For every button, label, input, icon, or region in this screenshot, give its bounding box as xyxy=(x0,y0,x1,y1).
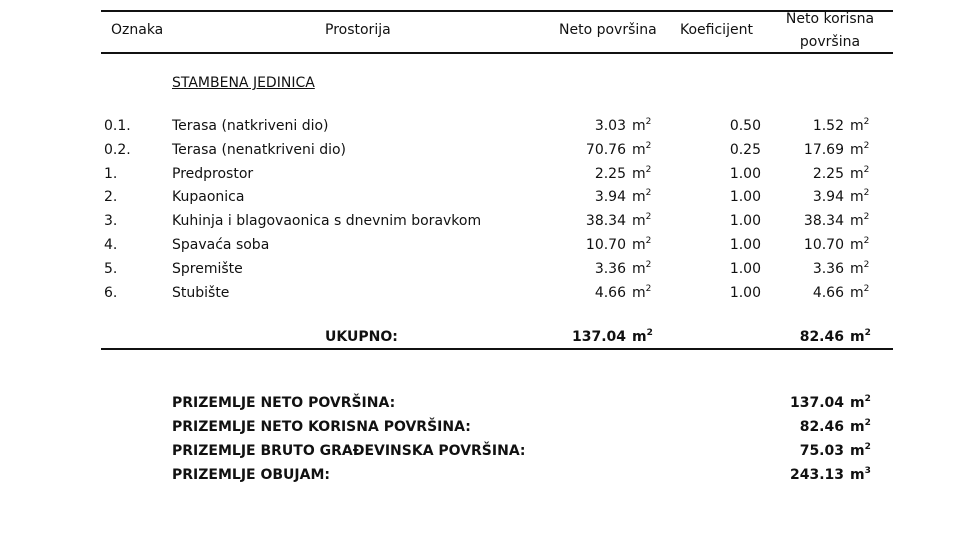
total-bottom-rule xyxy=(101,348,893,350)
row-korisna-value: 3.36 xyxy=(812,261,844,277)
row-oznaka: 0.1. xyxy=(104,118,131,134)
summary-value: 75.03 xyxy=(799,443,844,459)
row-koef-value: 0.25 xyxy=(729,142,761,158)
header-bottom-rule xyxy=(101,52,893,54)
row-prostorija: Kuhinja i blagovaonica s dnevnim boravkom xyxy=(172,213,482,229)
row-korisna-unit: $m^2$ xyxy=(850,260,870,277)
row-koef-value: 1.00 xyxy=(729,285,761,301)
row-neto-value: 70.76 xyxy=(585,142,626,158)
row-neto-unit: $m^2$ xyxy=(632,284,652,301)
row-korisna-unit: $m^2$ xyxy=(850,284,870,301)
summary-unit: $m^2$ xyxy=(850,394,871,411)
header-korisna-line1: Neto korisna xyxy=(785,11,875,27)
row-korisna-unit: $m^2$ xyxy=(850,188,870,205)
row-korisna-unit: $m^2$ xyxy=(850,165,870,182)
row-neto-unit: $m^2$ xyxy=(632,236,652,253)
row-koef-value: 1.00 xyxy=(729,189,761,205)
summary-unit: $m^3$ xyxy=(850,466,871,483)
row-korisna-value: 2.25 xyxy=(812,166,844,182)
row-neto-unit: $m^2$ xyxy=(632,188,652,205)
row-oznaka: 1. xyxy=(104,166,118,182)
row-koef-value: 0.50 xyxy=(729,118,761,134)
row-neto-unit: $m^2$ xyxy=(632,260,652,277)
summary-label: PRIZEMLJE NETO KORISNA POVRŠINA: xyxy=(172,419,471,435)
header-korisna-line2: površina xyxy=(799,34,861,50)
total-korisna-unit: $m^2$ xyxy=(850,328,871,345)
row-korisna-value: 38.34 xyxy=(803,213,844,229)
row-oznaka: 0.2. xyxy=(104,142,131,158)
row-oznaka: 2. xyxy=(104,189,118,205)
row-korisna-unit: $m^2$ xyxy=(850,212,870,229)
row-korisna-unit: $m^2$ xyxy=(850,117,870,134)
header-koeficijent: Koeficijent xyxy=(680,22,753,38)
row-neto-unit: $m^2$ xyxy=(632,141,652,158)
total-korisna-value: 82.46 xyxy=(799,329,844,345)
row-prostorija: Predprostor xyxy=(172,166,254,182)
row-neto-value: 3.36 xyxy=(594,261,626,277)
total-neto-unit: $m^2$ xyxy=(632,328,653,345)
row-oznaka: 3. xyxy=(104,213,118,229)
row-korisna-value: 1.52 xyxy=(812,118,844,134)
row-koef-value: 1.00 xyxy=(729,237,761,253)
summary-unit: $m^2$ xyxy=(850,442,871,459)
row-korisna-value: 4.66 xyxy=(812,285,844,301)
row-koef-value: 1.00 xyxy=(729,166,761,182)
summary-value: 243.13 xyxy=(789,467,844,483)
row-oznaka: 5. xyxy=(104,261,118,277)
row-prostorija: Spremište xyxy=(172,261,243,277)
row-korisna-value: 3.94 xyxy=(812,189,844,205)
section-title: STAMBENA JEDINICA xyxy=(172,75,315,91)
row-korisna-unit: $m^2$ xyxy=(850,236,870,253)
row-koef-value: 1.00 xyxy=(729,213,761,229)
summary-label: PRIZEMLJE OBUJAM: xyxy=(172,467,330,483)
row-neto-unit: $m^2$ xyxy=(632,212,652,229)
summary-label: PRIZEMLJE NETO POVRŠINA: xyxy=(172,395,396,411)
summary-value: 137.04 xyxy=(789,395,844,411)
summary-unit: $m^2$ xyxy=(850,418,871,435)
header-oznaka: Oznaka xyxy=(111,22,164,38)
row-neto-value: 2.25 xyxy=(594,166,626,182)
row-prostorija: Stubište xyxy=(172,285,230,301)
row-oznaka: 4. xyxy=(104,237,118,253)
row-prostorija: Kupaonica xyxy=(172,189,245,205)
row-neto-value: 4.66 xyxy=(594,285,626,301)
total-label: UKUPNO: xyxy=(325,329,398,345)
row-korisna-unit: $m^2$ xyxy=(850,141,870,158)
row-neto-unit: $m^2$ xyxy=(632,117,652,134)
row-oznaka: 6. xyxy=(104,285,118,301)
total-neto-value: 137.04 xyxy=(571,329,626,345)
row-prostorija: Terasa (natkriveni dio) xyxy=(172,118,329,134)
header-neto: Neto površina xyxy=(559,22,657,38)
row-prostorija: Terasa (nenatkriveni dio) xyxy=(172,142,347,158)
row-neto-value: 10.70 xyxy=(585,237,626,253)
summary-value: 82.46 xyxy=(799,419,844,435)
row-neto-value: 38.34 xyxy=(585,213,626,229)
row-neto-unit: $m^2$ xyxy=(632,165,652,182)
row-neto-value: 3.94 xyxy=(594,189,626,205)
row-koef-value: 1.00 xyxy=(729,261,761,277)
header-prostorija: Prostorija xyxy=(325,22,391,38)
row-prostorija: Spavaća soba xyxy=(172,237,270,253)
row-korisna-value: 17.69 xyxy=(803,142,844,158)
summary-label: PRIZEMLJE BRUTO GRAĐEVINSKA POVRŠINA: xyxy=(172,443,526,459)
row-korisna-value: 10.70 xyxy=(803,237,844,253)
row-neto-value: 3.03 xyxy=(594,118,626,134)
